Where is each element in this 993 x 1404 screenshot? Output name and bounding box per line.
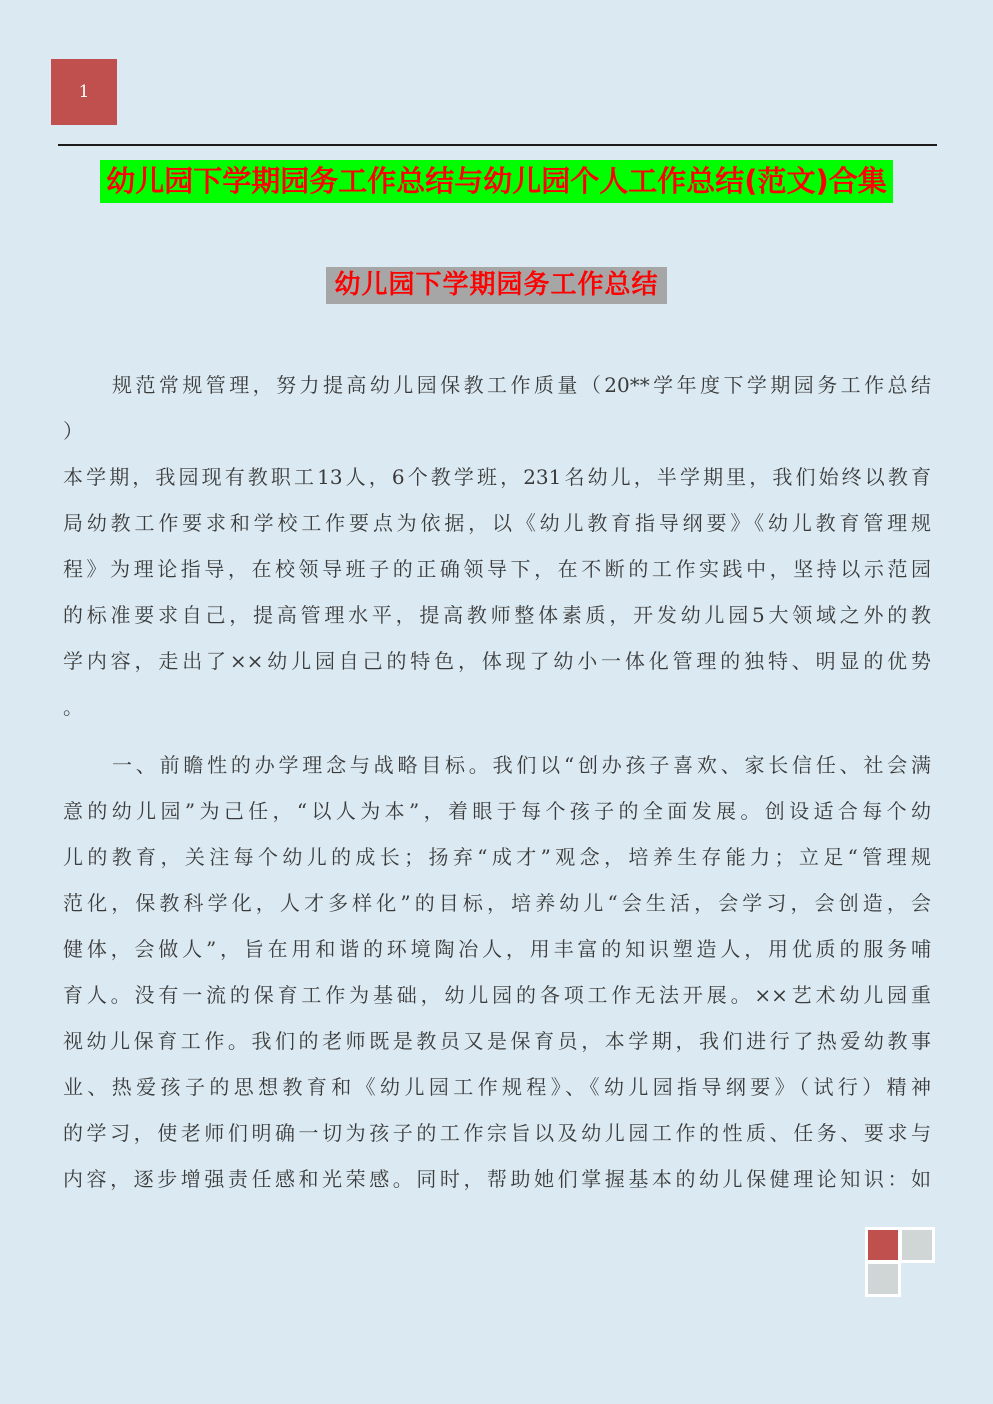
body-line: 的标准要求自己，提高管理水平，提高教师整体素质，开发幼儿园5大领域之外的教 [63,603,931,627]
body-line: 学内容，走出了××幼儿园自己的特色，体现了幼小一体化管理的独特、明显的优势 [63,649,931,673]
body-line: 内容，逐步增强责任感和光荣感。同时，帮助她们掌握基本的幼儿保健理论知识：如 [63,1167,931,1191]
decoration-gray-square-top-right [902,1230,932,1260]
document-subtitle: 幼儿园下学期园务工作总结 [326,267,666,304]
document-subtitle-row [0,267,993,304]
body-line: 儿的教育，关注每个幼儿的成长；扬弃“成才”观念，培养生存能力；立足“管理规 [63,845,931,869]
body-line: 局幼教工作要求和学校工作要点为依据，以《幼儿教育指导纲要》《幼儿教育管理规 [63,511,931,535]
body-line: 视幼儿保育工作。我们的老师既是教员又是保育员，本学期，我们进行了热爱幼教事 [63,1029,931,1053]
body-text-block [63,362,931,1202]
body-line: 业、热爱孩子的思想教育和《幼儿园工作规程》、《幼儿园指导纲要》（试行）精神 [63,1075,931,1099]
document-title-row [0,160,993,203]
body-line: ） [63,419,83,443]
page-number: 1 [78,82,90,102]
body-line: 本学期，我园现有教职工13人，6个教学班，231名幼儿，半学期里，我们始终以教育 [63,465,931,489]
decoration-red-square [868,1230,898,1260]
body-line: 健体，会做人”，旨在用和谐的环境陶冶人，用丰富的知识塑造人，用优质的服务哺 [63,937,931,961]
body-line: 规范常规管理，努力提高幼儿园保教工作质量（20**学年度下学期园务工作总结 [112,373,931,397]
header-divider-line [58,144,937,146]
body-line: 程》为理论指导，在校领导班子的正确领导下，在不断的工作实践中，坚持以示范园 [63,557,931,581]
body-line: 一、前瞻性的办学理念与战略目标。我们以“创办孩子喜欢、家长信任、社会满 [112,753,931,777]
body-line: 范化，保教科学化，人才多样化”的目标，培养幼儿“会生活，会学习，会创造，会 [63,891,931,915]
body-line: 。 [63,695,83,719]
decoration-gray-square-bottom-left [868,1264,898,1294]
body-line: 意的幼儿园”为己任，“以人为本”，着眼于每个孩子的全面发展。创设适合每个幼 [63,799,931,823]
document-title: 幼儿园下学期园务工作总结与幼儿园个人工作总结(范文)合集 [100,160,893,203]
body-line: 的学习，使老师们明确一切为孩子的工作宗旨以及幼儿园工作的性质、任务、要求与 [63,1121,931,1145]
page-number-box [51,59,117,125]
body-line: 育人。没有一流的保育工作为基础，幼儿园的各项工作无法开展。××艺术幼儿园重 [63,983,931,1007]
